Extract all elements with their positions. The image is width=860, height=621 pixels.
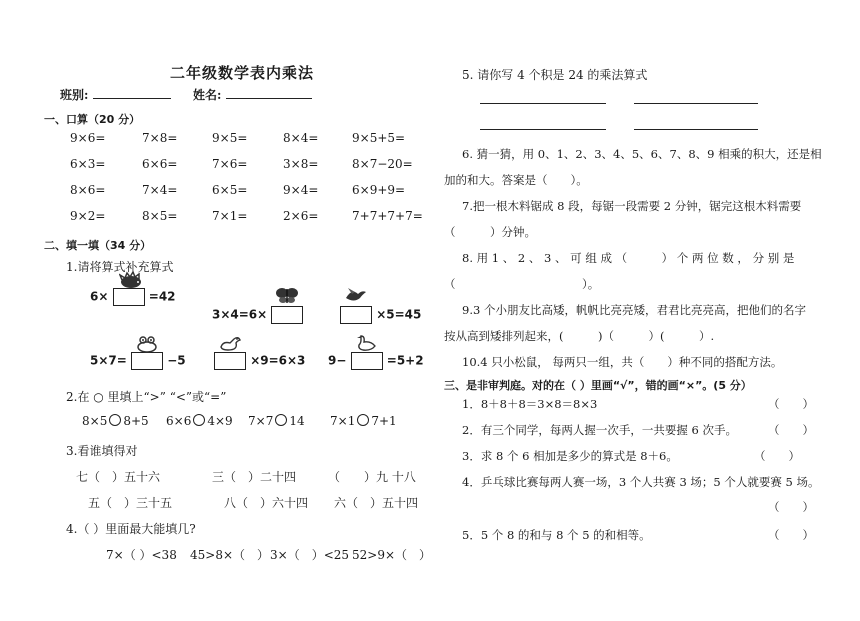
compare-item xyxy=(248,414,305,428)
q3-item[interactable]: 八（ ）六十四 xyxy=(224,496,309,510)
answer-line[interactable] xyxy=(634,129,758,130)
answer-line[interactable] xyxy=(480,129,606,130)
oral-calc-item[interactable]: 2×6= xyxy=(283,209,319,223)
oral-calc-item[interactable]: 6×9+9= xyxy=(352,183,406,197)
judge-2: 2．有三个同学，每两人握一次手，一共要握 6 次手。 xyxy=(462,423,737,437)
name-blank[interactable] xyxy=(226,87,312,99)
compare-right: 7+1 xyxy=(371,414,397,428)
oral-calc-item[interactable]: 8×7−20= xyxy=(352,157,413,171)
section-1-heading: 一、口算（20 分） xyxy=(44,113,141,126)
q4-item[interactable]: 45>8×（ ） xyxy=(190,548,270,562)
q9-line1: 9.3 个小朋友比高矮，帆帆比亮亮矮，君君比亮亮高，把他们的名字 xyxy=(462,303,806,317)
bird-icon xyxy=(344,286,368,304)
compare-item xyxy=(166,414,233,428)
q3-item[interactable]: 五（ ）三十五 xyxy=(88,496,173,510)
compare-left: 6×6 xyxy=(166,414,192,428)
oral-calc-item[interactable]: 7×6= xyxy=(212,157,248,171)
compare-right: 4×9 xyxy=(207,414,233,428)
judge-paren[interactable]: （ ） xyxy=(768,423,814,437)
judge-paren[interactable]: （ ） xyxy=(768,397,814,411)
q3-item[interactable]: 六（ ）五十四 xyxy=(334,496,419,510)
judge-5: 5．5 个 8 的和与 8 个 5 的和相等。 xyxy=(462,528,651,542)
oral-calc-item[interactable]: 9×5+5= xyxy=(352,131,406,145)
class-blank[interactable] xyxy=(93,87,171,99)
q3-item[interactable]: （ ）九 十八 xyxy=(328,470,416,484)
q7-line2: （ ）分钟。 xyxy=(444,225,536,239)
answer-box[interactable] xyxy=(131,352,163,370)
q10-text: 10.4 只小松鼠， 每两只一组，共（ ）种不同的搭配方法。 xyxy=(462,355,783,369)
oral-calc-item[interactable]: 3×8= xyxy=(283,157,319,171)
frog-icon xyxy=(135,335,159,353)
oral-calc-item[interactable]: 7×1= xyxy=(212,209,248,223)
oral-calc-item[interactable]: 9×5= xyxy=(212,131,248,145)
answer-box[interactable] xyxy=(351,352,383,370)
answer-box[interactable] xyxy=(113,288,145,306)
fill-eq-5: ×9=6×3 xyxy=(214,352,305,370)
oral-calc-item[interactable]: 7×4= xyxy=(142,183,178,197)
compare-left: 8×5 xyxy=(82,414,108,428)
q2-label: 2.在 ○ 里填上“>” “<”或“=” xyxy=(66,390,227,404)
fill-eq-4: 5×7= −5 xyxy=(90,352,186,370)
judge-1: 1．8＋8＋8＝3×8＝8×3 xyxy=(462,397,598,411)
butterfly-icon xyxy=(275,286,299,304)
q8-line2: （ ）。 xyxy=(444,277,600,291)
fill-eq-3: ×5=45 xyxy=(340,306,421,324)
oral-calc-item[interactable]: 7×8= xyxy=(142,131,178,145)
compare-left: 7×7 xyxy=(248,414,274,428)
compare-right: 14 xyxy=(289,414,305,428)
q3-item[interactable]: 七（ ）五十六 xyxy=(76,470,161,484)
section-2-heading: 二、填一填（34 分） xyxy=(44,239,152,252)
answer-box[interactable] xyxy=(340,306,372,324)
name-label: 姓名: xyxy=(193,88,222,102)
class-label: 班别: xyxy=(60,88,89,102)
oral-calc-item[interactable]: 7+7+7+7= xyxy=(352,209,423,223)
goose-icon xyxy=(355,334,379,352)
answer-box[interactable] xyxy=(214,352,246,370)
q3-item[interactable]: 三（ ）二十四 xyxy=(212,470,297,484)
compare-circle[interactable] xyxy=(109,414,121,426)
judge-4: 4．乒乓球比赛每两人赛一场，3 个人共赛 3 场；5 个人就要赛 5 场。 xyxy=(462,475,820,489)
q1-label: 1.请将算式补充算式 xyxy=(66,260,174,274)
q4-item[interactable]: 52>9×（ ） xyxy=(352,548,432,562)
class-field xyxy=(60,86,312,103)
oral-calc-item[interactable]: 9×2= xyxy=(70,209,106,223)
oral-calc-item[interactable]: 6×6= xyxy=(142,157,178,171)
compare-circle[interactable] xyxy=(357,414,369,426)
q5-text: 5. 请你写 4 个积是 24 的乘法算式 xyxy=(462,68,648,82)
judge-paren[interactable]: （ ） xyxy=(768,500,814,514)
q6-line1: 6. 猜一猜，用 0、1、2、3、4、5、6、7、8、9 相乘的积大，还是相 xyxy=(462,147,822,161)
fill-eq-2: 3×4=6× xyxy=(212,306,303,324)
duck-icon xyxy=(218,334,242,352)
oral-calc-item[interactable]: 8×4= xyxy=(283,131,319,145)
compare-item xyxy=(82,414,149,428)
page-title: 二年级数学表内乘法 xyxy=(170,64,315,82)
oral-calc-item[interactable]: 9×4= xyxy=(283,183,319,197)
q4-item[interactable]: 7×（ ）<38 xyxy=(106,548,177,562)
oral-calc-item[interactable]: 6×3= xyxy=(70,157,106,171)
q4-label: 4.（ ）里面最大能填几? xyxy=(66,522,196,536)
compare-circle[interactable] xyxy=(275,414,287,426)
q7-line1: 7.把一根木料锯成 8 段，每锯一段需要 2 分钟，锯完这根木料需要 xyxy=(462,199,802,213)
answer-line[interactable] xyxy=(480,103,606,104)
hedgehog-icon xyxy=(119,271,143,289)
section-3-heading: 三、是非审判庭。对的在（ ）里画“√”，错的画“×”。(5 分） xyxy=(444,379,752,392)
q6-line2: 加的和大。答案是（ ）。 xyxy=(444,173,588,187)
q9-line2: 按从高到矮排列起来，( )（ ）( ）. xyxy=(444,329,715,343)
q8-line1: 8. 用 1 、 2 、 3 、 可 组 成 （ ） 个 两 位 数 ， 分 别 是 xyxy=(462,251,795,265)
fill-eq-6: 9− =5+2 xyxy=(328,352,424,370)
oral-calc-item[interactable]: 8×6= xyxy=(70,183,106,197)
compare-item xyxy=(330,414,397,428)
judge-paren[interactable]: （ ） xyxy=(754,449,800,463)
oral-calc-item[interactable]: 6×5= xyxy=(212,183,248,197)
oral-calc-item[interactable]: 9×6= xyxy=(70,131,106,145)
compare-right: 8+5 xyxy=(123,414,149,428)
answer-box[interactable] xyxy=(271,306,303,324)
q4-item[interactable]: 3×（ ）<25 xyxy=(270,548,350,562)
fill-eq-1: 6× =42 xyxy=(90,288,176,306)
judge-paren[interactable]: （ ） xyxy=(768,528,814,542)
q3-label: 3.看谁填得对 xyxy=(66,444,138,458)
answer-line[interactable] xyxy=(634,103,758,104)
compare-left: 7×1 xyxy=(330,414,356,428)
judge-3: 3．求 8 个 6 相加是多少的算式是 8＋6。 xyxy=(462,449,678,463)
oral-calc-item[interactable]: 8×5= xyxy=(142,209,178,223)
compare-circle[interactable] xyxy=(193,414,205,426)
